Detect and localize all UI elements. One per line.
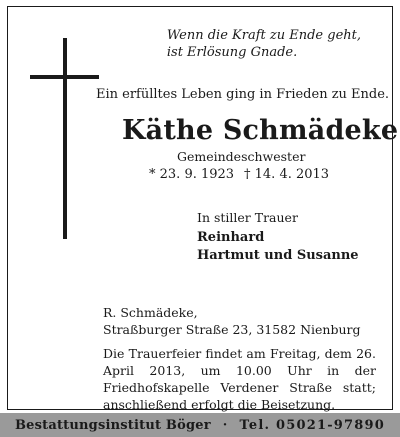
footer-bar (0, 413, 400, 437)
cross-vertical-bar (63, 38, 67, 239)
motto-line-1: Wenn die Kraft zu Ende geht, (166, 28, 361, 43)
sender-address (103, 304, 360, 338)
funeral-home-phone: Tel. 05021-97890 (239, 417, 386, 433)
funeral-notice: Die Trauerfeier findet am Freitag, dem 26. April 2013, um 10.00 Uhr in der Friedhofskapelle Verdener Straße statt; anschließend erfolgt die Beisetzung. (103, 346, 376, 412)
sender-street: Straßburger Straße 23, 31582 Nienburg (103, 322, 361, 337)
footer-separator: · (222, 417, 228, 433)
funeral-home-name: Bestattungsinstitut Böger (14, 417, 211, 433)
epitaph: Ein erfülltes Leben ging in Frieden zu Ende. (96, 87, 390, 102)
deceased-role: Gemeindeschwester (177, 149, 306, 164)
motto-line-2: ist Erlösung Gnade. (166, 45, 298, 60)
mourner-name: Hartmut und Susanne (197, 248, 359, 263)
deceased-name: Käthe Schmädeke (122, 115, 399, 146)
mourners-list (197, 229, 359, 265)
sender-name: R. Schmädeke, (103, 305, 198, 320)
mourner-name: Reinhard (197, 230, 265, 245)
death-date: † 14. 4. 2013 (244, 167, 330, 182)
birth-date: * 23. 9. 1923 (149, 167, 235, 182)
cross-horizontal-bar (30, 75, 99, 79)
mourning-intro: In stiller Trauer (197, 210, 298, 225)
motto (167, 27, 361, 61)
